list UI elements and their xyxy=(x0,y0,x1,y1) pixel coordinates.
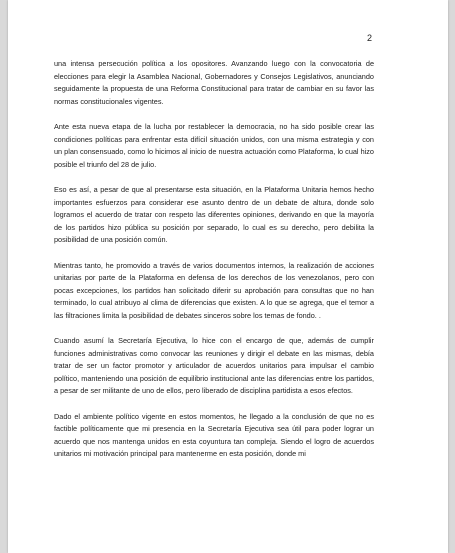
document-body xyxy=(54,58,374,474)
paragraph-2: Ante esta nueva etapa de la lucha por restablecer la democracia, no ha sido posible crear las condiciones políticas para enfrentar esta difícil situación unidos, con una misma estrategia y con un plan consensuado, como lo hicimos al inicio de nuestra actuación como Plataforma, lo cual hizo posible el triunfo del 28 de julio. xyxy=(54,121,374,169)
paragraph-1: una intensa persecución política a los opositores. Avanzando luego con la convocatoria de elecciones para elegir la Asamblea Nacional, Gobernadores y Consejos Legislativos, anunciando seguidamente la propuesta de una Reforma Constitucional para tratar de cambiar en su favor las normas constitucionales vigentes. xyxy=(54,59,374,106)
document-page xyxy=(8,0,448,553)
paragraph-4: Mientras tanto, he promovido a través de varios documentos internos, la realización de acciones unitarias por parte de la Plataforma en defensa de los derechos de los venezolanos, pero con pocas excepciones, los partidos han solicitado diferir su aprobación para consultas que no han terminado, lo cual atribuyo al clima de diferencias que existen. A lo que se agrega, que el temor a las filtraciones limita la posibilidad de debates sinceros sobre los temas de fondo. . xyxy=(54,260,374,320)
paragraph-5: Cuando asumí la Secretaría Ejecutiva, lo hice con el encargo de que, además de cumplir funciones administrativas como convocar las reuniones y dirigir el debate en las mismas, debía tratar de ser un factor promotor y articulador de acuerdos unitarios para impulsar el cambio político, manteniendo una posición de equilibrio institucional ante las diferencias entre los partidos, a pesar de ser militante de uno de ellos, pero liberado de disciplina partidista a esos efectos. xyxy=(54,336,374,396)
page-number: 2 xyxy=(366,33,372,43)
paragraph-3: Eso es así, a pesar de que al presentarse esta situación, en la Plataforma Unitaria hemos hecho importantes esfuerzos para considerar ese asunto dentro de un debate de altura, donde solo logramos el acuerdo de tratar con respeto las diferentes opiniones, derivando en que la mayoría de los partidos hizo pública su posición por separado, lo cual es su derecho, pero debilita la posibilidad de una posición común. xyxy=(54,184,374,245)
paragraph-6: Dado el ambiente político vigente en estos momentos, he llegado a la conclusión de que no es factible políticamente que mi presencia en la Secretaría Ejecutiva sea útil para poder lograr un acuerdo que nos mantenga unidos en esta coyuntura tan compleja. Siendo el logro de acuerdos unitarios mi motivación principal para mantenerme en esta posición, donde mi xyxy=(54,411,374,459)
